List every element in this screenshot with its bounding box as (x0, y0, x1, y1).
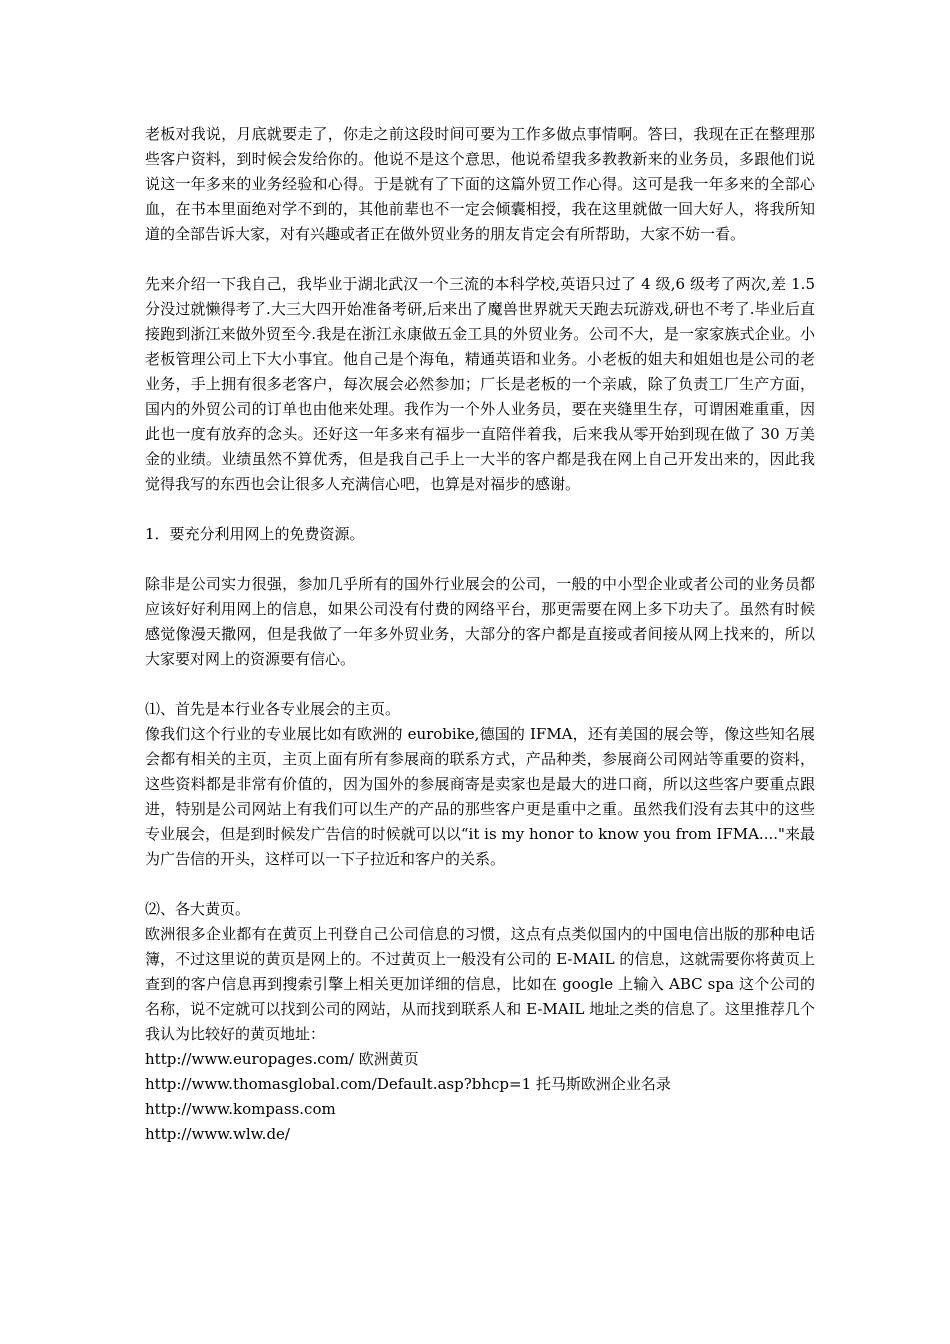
subsection-1-heading: ⑴、首先是本行业各专业展会的主页。 (145, 700, 401, 718)
paragraph-gap (145, 547, 815, 572)
paragraph-gap (145, 247, 815, 272)
paragraph-gap (145, 497, 815, 522)
link-kompass: http://www.kompass.com (145, 1100, 336, 1118)
paragraph-gap (145, 872, 815, 897)
paragraph-gap (145, 672, 815, 697)
section-1-paragraph: 除非是公司实力很强，参加几乎所有的国外行业展会的公司，一般的中小型企业或者公司的业务员都应该好好利用网上的信息，如果公司没有付费的网络平台，那更需要在网上多下功夫了。虽然有时候感觉像漫天撒网，但是我做了一年多外贸业务，大部分的客户都是直接或者间接从网上找来的，所以大家要对网上的资源要有信心。 (145, 575, 815, 668)
subsection-2-heading: ⑵、各大黄页。 (145, 900, 251, 918)
self-intro-paragraph: 先来介绍一下我自己，我毕业于湖北武汉一个三流的本科学校,英语只过了 4 级,6 级考了两次,差 1.5 分没过就懒得考了.大三大四开始准备考研,后来出了魔兽世界就天天跑去玩游戏,研也不考了.毕业后直接跑到浙江来做外贸至今.我是在浙江永康做五金工具的外贸业务。公司不大，是一家家族式企业。小老板管理公司上下大小事宜。他自己是个海龟，精通英语和业务。小老板的姐夫和姐姐也是公司的老业务，手上拥有很多老客户，每次展会必然参加；厂长是老板的一个亲戚，除了负责工厂生产方面，国内的外贸公司的订单也由他来处理。我作为一个外人业务员，要在夹缝里生存，可谓困难重重，因此也一度有放弃的念头。还好这一年多来有福步一直陪伴着我，后来我从零开始到现在做了 30 万美金的业绩。业绩虽然不算优秀，但是我自己手上一大半的客户都是我在网上自己开发出来的，因此我觉得我写的东西也会让很多人充满信心吧，也算是对福步的感谢。 (145, 275, 815, 493)
link-wlw: http://www.wlw.de/ (145, 1125, 290, 1143)
link-thomasglobal: http://www.thomasglobal.com/Default.asp?bhcp=1 托马斯欧洲企业名录 (145, 1075, 671, 1093)
subsection-2-paragraph: 欧洲很多企业都有在黄页上刊登自己公司信息的习惯，这点有点类似国内的中国电信出版的那种电话簿，不过这里说的黄页是网上的。不过黄页上一般没有公司的 E-MAIL 的信息，这就需要你将黄页上查到的客户信息再到搜索引擎上相关更加详细的信息，比如在 google 上输入 ABC spa 这个公司的名称，说不定就可以找到公司的网站，从而找到联系人和 E-MAIL 地址之类的信息了。这里推荐几个我认为比较好的黄页地址： (145, 925, 815, 1043)
section-1-heading: 1．要充分利用网上的免费资源。 (145, 525, 365, 543)
document-page (145, 122, 815, 1147)
subsection-1-paragraph: 像我们这个行业的专业展比如有欧洲的 eurobike,德国的 IFMA，还有美国的展会等，像这些知名展会都有相关的主页，主页上面有所有参展商的联系方式，产品种类，参展商公司网站等重要的资料，这些资料都是非常有价值的，因为国外的参展商寄是卖家也是最大的进口商，所以这些客户要重点跟进，特别是公司网站上有我们可以生产的产品的那些客户更是重中之重。虽然我们没有去其中的这些专业展会，但是到时候发广告信的时候就可以以“it is my honor to know you from IFMA...."来最为广告信的开头，这样可以一下子拉近和客户的关系。 (145, 725, 815, 868)
link-europages: http://www.europages.com/ 欧洲黄页 (145, 1050, 419, 1068)
intro-paragraph: 老板对我说，月底就要走了，你走之前这段时间可要为工作多做点事情啊。答曰，我现在正在整理那些客户资料，到时候会发给你的。他说不是这个意思，他说希望我多教教新来的业务员，多跟他们说说这一年多来的业务经验和心得。于是就有了下面的这篇外贸工作心得。这可是我一年多来的全部心血，在书本里面绝对学不到的，其他前辈也不一定会倾囊相授，我在这里就做一回大好人，将我所知道的全部告诉大家，对有兴趣或者正在做外贸业务的朋友肯定会有所帮助，大家不妨一看。 (145, 125, 815, 243)
